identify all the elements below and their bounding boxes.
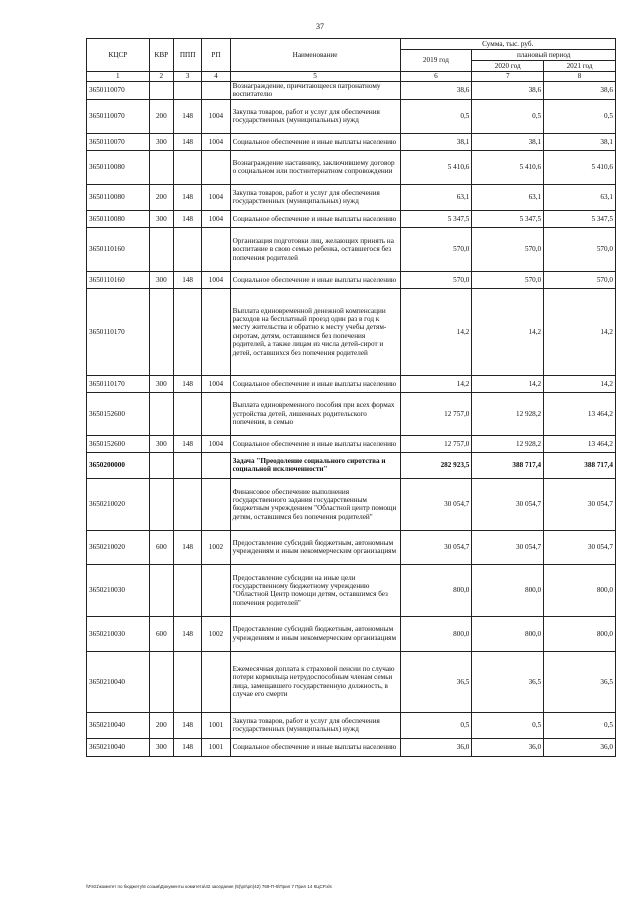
name-cell: Предоставление субсидий бюджетным, автономным учреждениям и иным некоммерческим организациям	[230, 530, 400, 564]
rp-cell: 1001	[202, 712, 230, 738]
rp-cell	[202, 452, 230, 478]
index-cell: 6	[400, 72, 472, 82]
kvr-cell	[149, 150, 173, 184]
rp-cell: 1004	[202, 435, 230, 452]
amount-2020-cell: 36,0	[472, 738, 544, 756]
amount-2021-cell: 36,5	[544, 651, 616, 712]
amount-2019-cell: 14,2	[400, 375, 472, 392]
name-cell: Предоставление субсидии на иные цели государственному бюджетному учреждению "Областной Центр помощи детям, оставшимся без попечения родителей"	[230, 564, 400, 616]
table-row	[87, 564, 616, 616]
index-cell: 4	[202, 72, 230, 82]
amount-2021-cell: 570,0	[544, 271, 616, 288]
table-row	[87, 651, 616, 712]
amount-2019-cell: 0,5	[400, 99, 472, 133]
amount-2021-cell: 63,1	[544, 184, 616, 210]
header-sum: Сумма, тыс. руб.	[400, 39, 615, 50]
amount-2020-cell: 38,1	[472, 133, 544, 150]
amount-2020-cell: 5 347,5	[472, 210, 544, 227]
header-rp: РП	[202, 39, 230, 72]
table-row	[87, 99, 616, 133]
amount-2019-cell: 36,5	[400, 651, 472, 712]
ppp-cell	[173, 651, 201, 712]
index-cell: 2	[149, 72, 173, 82]
header-code: КЦСР	[87, 39, 150, 72]
kvr-cell	[149, 564, 173, 616]
amount-2020-cell: 800,0	[472, 564, 544, 616]
rp-cell: 1004	[202, 271, 230, 288]
ppp-cell	[173, 227, 201, 271]
rp-cell: 1004	[202, 184, 230, 210]
code-cell: 3650210040	[87, 738, 150, 756]
kvr-cell: 300	[149, 271, 173, 288]
code-cell: 3650210040	[87, 651, 150, 712]
amount-2019-cell: 30 054,7	[400, 530, 472, 564]
name-cell: Вознаграждение, причитающееся патронатному воспитателю	[230, 82, 400, 100]
kvr-cell: 600	[149, 530, 173, 564]
name-cell: Социальное обеспечение и иные выплаты населению	[230, 738, 400, 756]
name-cell: Закупка товаров, работ и услуг для обеспечения государственных (муниципальных) нужд	[230, 99, 400, 133]
amount-2020-cell: 14,2	[472, 288, 544, 375]
ppp-cell: 148	[173, 530, 201, 564]
amount-2021-cell: 30 054,7	[544, 530, 616, 564]
amount-2021-cell: 14,2	[544, 288, 616, 375]
kvr-cell: 600	[149, 616, 173, 651]
code-cell: 3650110170	[87, 375, 150, 392]
amount-2019-cell: 5 347,5	[400, 210, 472, 227]
code-cell: 3650110160	[87, 271, 150, 288]
amount-2019-cell: 30 054,7	[400, 478, 472, 530]
table-row	[87, 184, 616, 210]
table-row	[87, 271, 616, 288]
header-2021: 2021 год	[544, 61, 616, 72]
table-row	[87, 392, 616, 435]
ppp-cell: 148	[173, 271, 201, 288]
amount-2019-cell: 38,1	[400, 133, 472, 150]
ppp-cell: 148	[173, 616, 201, 651]
rp-cell: 1004	[202, 99, 230, 133]
ppp-cell: 148	[173, 712, 201, 738]
amount-2021-cell: 5 410,6	[544, 150, 616, 184]
header-2019: 2019 год	[400, 50, 472, 72]
ppp-cell	[173, 392, 201, 435]
ppp-cell	[173, 288, 201, 375]
table-row	[87, 150, 616, 184]
amount-2021-cell: 13 464,2	[544, 392, 616, 435]
rp-cell: 1002	[202, 530, 230, 564]
rp-cell	[202, 227, 230, 271]
table-row	[87, 712, 616, 738]
amount-2020-cell: 38,6	[472, 82, 544, 100]
amount-2020-cell: 12 928,2	[472, 392, 544, 435]
kvr-cell	[149, 227, 173, 271]
amount-2021-cell: 0,5	[544, 712, 616, 738]
amount-2019-cell: 282 923,5	[400, 452, 472, 478]
amount-2019-cell: 570,0	[400, 227, 472, 271]
code-cell: 3650110080	[87, 150, 150, 184]
code-cell: 3650110080	[87, 210, 150, 227]
name-cell: Социальное обеспечение и иные выплаты населению	[230, 210, 400, 227]
header-ppp: ППП	[173, 39, 201, 72]
amount-2020-cell: 570,0	[472, 227, 544, 271]
rp-cell: 1004	[202, 375, 230, 392]
code-cell: 3650110160	[87, 227, 150, 271]
name-cell: Организация подготовки лиц, желающих принять на воспитание в свою семью ребенка, оставшегося без попечения родителей	[230, 227, 400, 271]
amount-2019-cell: 570,0	[400, 271, 472, 288]
amount-2020-cell: 800,0	[472, 616, 544, 651]
index-cell: 7	[472, 72, 544, 82]
amount-2019-cell: 63,1	[400, 184, 472, 210]
rp-cell: 1002	[202, 616, 230, 651]
kvr-cell: 300	[149, 435, 173, 452]
amount-2020-cell: 30 054,7	[472, 530, 544, 564]
rp-cell: 1004	[202, 210, 230, 227]
amount-2019-cell: 12 757,0	[400, 435, 472, 452]
name-cell: Выплата единовременной денежной компенсации расходов на бесплатный проезд один раз в год к месту жительства и обратно к месту учебы детям-сиротам, детям, оставшимся без попечения родителей, а также лицам из числа детей-сирот и детей, оставшихся без попечения родителей	[230, 288, 400, 375]
table-row	[87, 288, 616, 375]
code-cell: 3650210020	[87, 530, 150, 564]
ppp-cell: 148	[173, 184, 201, 210]
amount-2019-cell: 14,2	[400, 288, 472, 375]
amount-2021-cell: 570,0	[544, 227, 616, 271]
rp-cell	[202, 82, 230, 100]
name-cell: Вознаграждение наставнику, заключившему договор о социальном или постинтернатном сопровождении	[230, 150, 400, 184]
amount-2019-cell: 12 757,0	[400, 392, 472, 435]
name-cell: Социальное обеспечение и иные выплаты населению	[230, 271, 400, 288]
index-row	[87, 72, 616, 82]
kvr-cell: 200	[149, 99, 173, 133]
ppp-cell	[173, 452, 201, 478]
table-row	[87, 478, 616, 530]
code-cell: 3650200000	[87, 452, 150, 478]
table-row	[87, 375, 616, 392]
table-row	[87, 616, 616, 651]
code-cell: 3650110080	[87, 184, 150, 210]
amount-2021-cell: 36,0	[544, 738, 616, 756]
name-cell: Задача "Преодоление социального сиротства и социальной исключенности"	[230, 452, 400, 478]
ppp-cell: 148	[173, 210, 201, 227]
index-cell: 5	[230, 72, 400, 82]
name-cell: Социальное обеспечение и иные выплаты населению	[230, 435, 400, 452]
kvr-cell	[149, 452, 173, 478]
amount-2020-cell: 570,0	[472, 271, 544, 288]
amount-2020-cell: 5 410,6	[472, 150, 544, 184]
name-cell: Социальное обеспечение и иные выплаты населению	[230, 375, 400, 392]
kvr-cell: 300	[149, 738, 173, 756]
rp-cell	[202, 564, 230, 616]
ppp-cell	[173, 82, 201, 100]
name-cell: Закупка товаров, работ и услуг для обеспечения государственных (муниципальных) нужд	[230, 712, 400, 738]
name-cell: Ежемесячная доплата к страховой пенсии по случаю потери кормильца нетрудоспособным членам семьи лица, замещавшего государственную должность, в случае его смерти	[230, 651, 400, 712]
rp-cell: 1001	[202, 738, 230, 756]
kvr-cell	[149, 392, 173, 435]
ppp-cell: 148	[173, 435, 201, 452]
amount-2019-cell: 800,0	[400, 616, 472, 651]
index-cell: 1	[87, 72, 150, 82]
index-cell: 3	[173, 72, 201, 82]
name-cell: Финансовое обеспечение выполнения государственного задания государственным бюджетным учреждением "Областной центр помощи детям, оставшимся без попечения родителей"	[230, 478, 400, 530]
amount-2019-cell: 36,0	[400, 738, 472, 756]
amount-2021-cell: 800,0	[544, 616, 616, 651]
amount-2019-cell: 38,6	[400, 82, 472, 100]
file-path-footer: \\Fs01\комитет по бюджету\6 созыв\Документы комитета\42 заседание (5)\рп\рп(42) 769-П-6\Прил 7 Прил 14 КЦСР.xls	[86, 884, 332, 889]
ppp-cell: 148	[173, 133, 201, 150]
table-row	[87, 530, 616, 564]
kvr-cell	[149, 288, 173, 375]
ppp-cell: 148	[173, 375, 201, 392]
kvr-cell	[149, 651, 173, 712]
amount-2021-cell: 0,5	[544, 99, 616, 133]
page-number: 37	[316, 22, 324, 31]
amount-2020-cell: 0,5	[472, 712, 544, 738]
code-cell: 3650110070	[87, 99, 150, 133]
budget-table	[86, 38, 616, 757]
amount-2021-cell: 38,6	[544, 82, 616, 100]
table-row	[87, 738, 616, 756]
code-cell: 3650210040	[87, 712, 150, 738]
header-kvr: КВР	[149, 39, 173, 72]
rp-cell	[202, 150, 230, 184]
amount-2020-cell: 388 717,4	[472, 452, 544, 478]
rp-cell	[202, 651, 230, 712]
code-cell: 3650210030	[87, 564, 150, 616]
amount-2021-cell: 5 347,5	[544, 210, 616, 227]
table-row	[87, 82, 616, 100]
name-cell: Социальное обеспечение и иные выплаты населению	[230, 133, 400, 150]
code-cell: 3650110170	[87, 288, 150, 375]
ppp-cell: 148	[173, 99, 201, 133]
kvr-cell	[149, 82, 173, 100]
kvr-cell	[149, 478, 173, 530]
amount-2021-cell: 38,1	[544, 133, 616, 150]
ppp-cell	[173, 478, 201, 530]
header-2020: 2020 год	[472, 61, 544, 72]
kvr-cell: 200	[149, 712, 173, 738]
amount-2019-cell: 0,5	[400, 712, 472, 738]
amount-2020-cell: 63,1	[472, 184, 544, 210]
amount-2021-cell: 388 717,4	[544, 452, 616, 478]
code-cell: 3650210030	[87, 616, 150, 651]
code-cell: 3650110070	[87, 133, 150, 150]
table-row	[87, 210, 616, 227]
name-cell: Выплата единовременного пособия при всех формах устройства детей, лишенных родительского попечения, в семью	[230, 392, 400, 435]
code-cell: 3650210020	[87, 478, 150, 530]
rp-cell: 1004	[202, 133, 230, 150]
amount-2020-cell: 0,5	[472, 99, 544, 133]
amount-2020-cell: 36,5	[472, 651, 544, 712]
table-row	[87, 435, 616, 452]
amount-2020-cell: 12 928,2	[472, 435, 544, 452]
index-cell: 8	[544, 72, 616, 82]
ppp-cell	[173, 150, 201, 184]
amount-2019-cell: 5 410,6	[400, 150, 472, 184]
amount-2021-cell: 30 054,7	[544, 478, 616, 530]
table-row	[87, 452, 616, 478]
ppp-cell	[173, 564, 201, 616]
kvr-cell: 300	[149, 375, 173, 392]
amount-2019-cell: 800,0	[400, 564, 472, 616]
amount-2021-cell: 13 464,2	[544, 435, 616, 452]
code-cell: 3650152600	[87, 435, 150, 452]
code-cell: 3650110070	[87, 82, 150, 100]
kvr-cell: 300	[149, 210, 173, 227]
table-body	[87, 82, 616, 757]
name-cell: Закупка товаров, работ и услуг для обеспечения государственных (муниципальных) нужд	[230, 184, 400, 210]
name-cell: Предоставление субсидий бюджетным, автономным учреждениям и иным некоммерческим организациям	[230, 616, 400, 651]
table-row	[87, 227, 616, 271]
rp-cell	[202, 478, 230, 530]
code-cell: 3650152600	[87, 392, 150, 435]
amount-2020-cell: 30 054,7	[472, 478, 544, 530]
ppp-cell: 148	[173, 738, 201, 756]
header-name: Наименование	[230, 39, 400, 72]
header-planned: плановый период	[472, 50, 616, 61]
rp-cell	[202, 288, 230, 375]
table-row	[87, 133, 616, 150]
kvr-cell: 300	[149, 133, 173, 150]
amount-2021-cell: 14,2	[544, 375, 616, 392]
rp-cell	[202, 392, 230, 435]
amount-2021-cell: 800,0	[544, 564, 616, 616]
amount-2020-cell: 14,2	[472, 375, 544, 392]
kvr-cell: 200	[149, 184, 173, 210]
